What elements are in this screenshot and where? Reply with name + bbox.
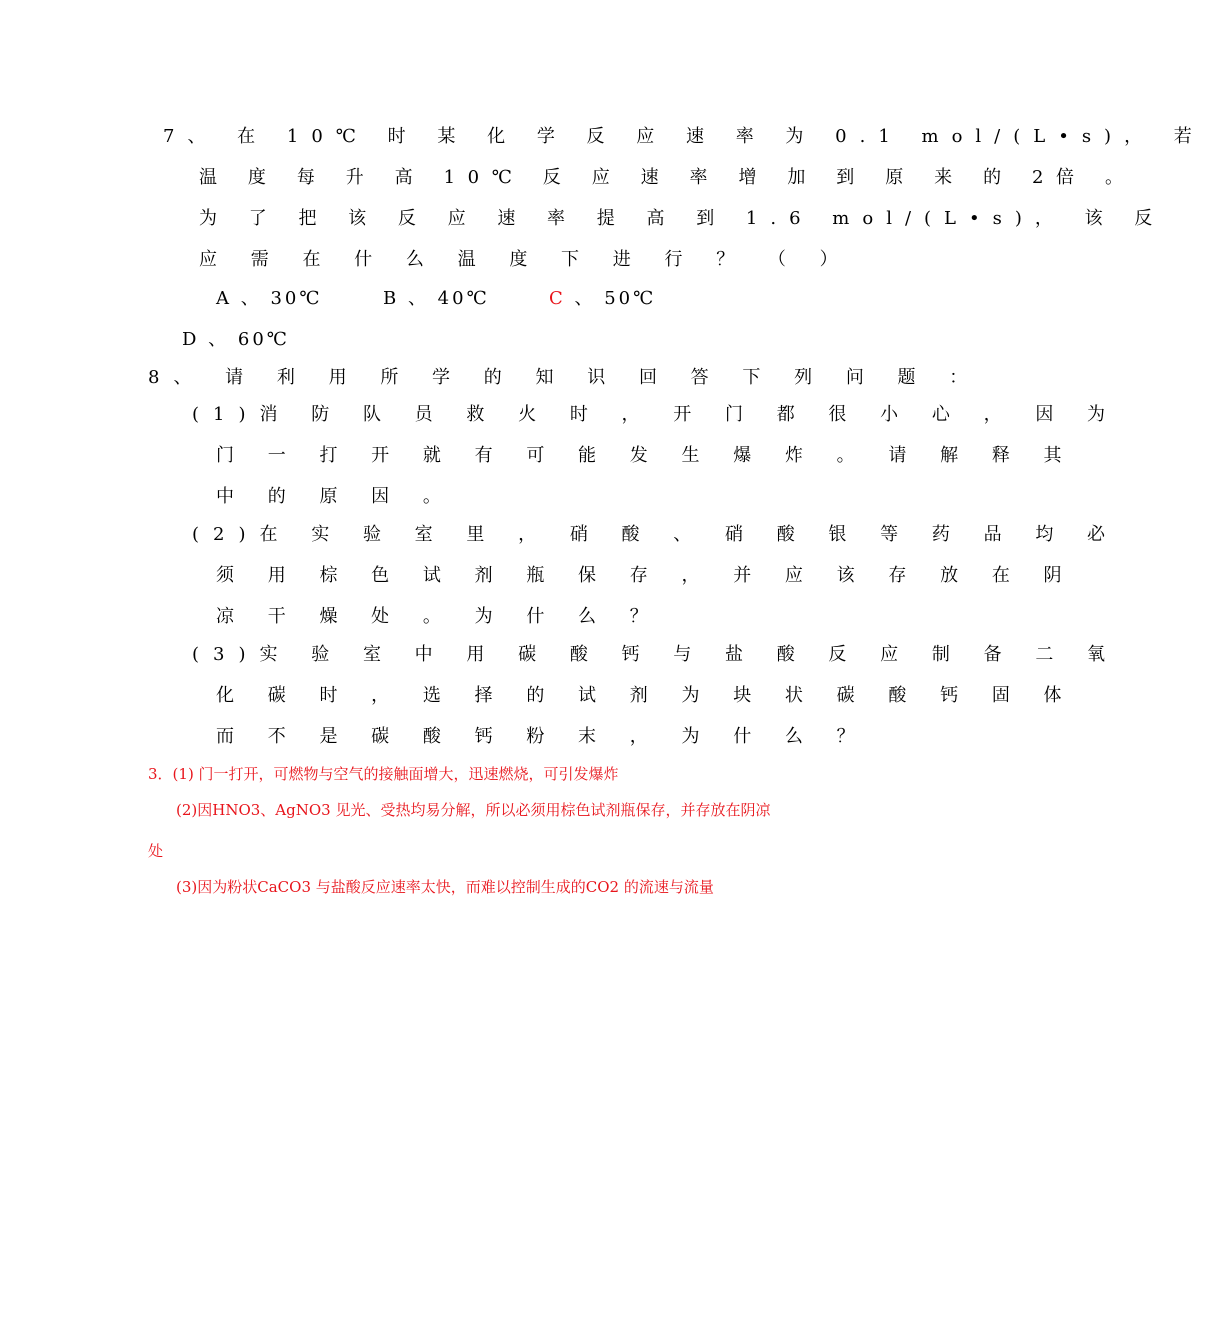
answer-1: 3．(1) 门一打开，可燃物与空气的接触面增大，迅速燃烧，可引发爆炸 (148, 765, 619, 783)
q7-line-2: 温 度 每 升 高 10℃ 反 应 速 率 增 加 到 原 来 的 2倍 。 (199, 167, 1136, 188)
q8-part1-line-3: 中 的 原 因 。 (216, 486, 455, 507)
q7-line-3: 为 了 把 该 反 应 速 率 提 高 到 1.6 mol/(L•s)， 该 反 (199, 208, 1166, 229)
q8-part3-line-1: (3)实 验 室 中 用 碳 酸 钙 与 盐 酸 反 应 制 备 二 氧 (192, 644, 1120, 665)
q7-option-c (549, 287, 656, 311)
q7-option-c-letter: C (549, 288, 566, 309)
q8-part2-line-1: (2)在 实 验 室 里 ， 硝 酸 、 硝 酸 银 等 药 品 均 必 (192, 524, 1120, 545)
q7-option-c-text: 、 50℃ (565, 288, 657, 309)
answer-2-line-2: 处 (148, 842, 164, 860)
q8-part1-line-1: (1)消 防 队 员 救 火 时 ， 开 门 都 很 小 心 ， 因 为 (192, 404, 1120, 425)
answer-2-line-1: (2)因HNO3、AgNO3 见光、受热均易分解，所以必须用棕色试剂瓶保存，并存放在阴凉 (176, 801, 771, 819)
q7-option-d: D 、 60℃ (182, 329, 290, 350)
q8-part3-line-2: 化 碳 时 ， 选 择 的 试 剂 为 块 状 碳 酸 钙 固 体 (216, 685, 1076, 706)
q7-line-4: 应 需 在 什 么 温 度 下 进 行 ？ （ ） (199, 249, 852, 270)
q8-part1-line-2: 门 一 打 开 就 有 可 能 发 生 爆 炸 。 请 解 释 其 (216, 445, 1076, 466)
q7-line-1: 7、 在 10℃ 时 某 化 学 反 应 速 率 为 0.1 mol/(L•s)， 若 (163, 126, 1205, 147)
q7-option-a: A 、 30℃ (216, 288, 323, 309)
q8-part2-line-3: 凉 干 燥 处 。 为 什 么 ？ (216, 606, 662, 627)
q8-intro: 8、 请 利 用 所 学 的 知 识 回 答 下 列 问 题 ： (148, 367, 982, 388)
q7-option-b: B 、 40℃ (383, 288, 490, 309)
q8-part3-line-3: 而 不 是 碳 酸 钙 粉 末 ， 为 什 么 ？ (216, 726, 869, 747)
answer-3: (3)因为粉状CaCO3 与盐酸反应速率太快，而难以控制生成的CO2 的流速与流量 (176, 878, 714, 896)
q8-part2-line-2: 须 用 棕 色 试 剂 瓶 保 存 ， 并 应 该 存 放 在 阴 (216, 565, 1076, 586)
